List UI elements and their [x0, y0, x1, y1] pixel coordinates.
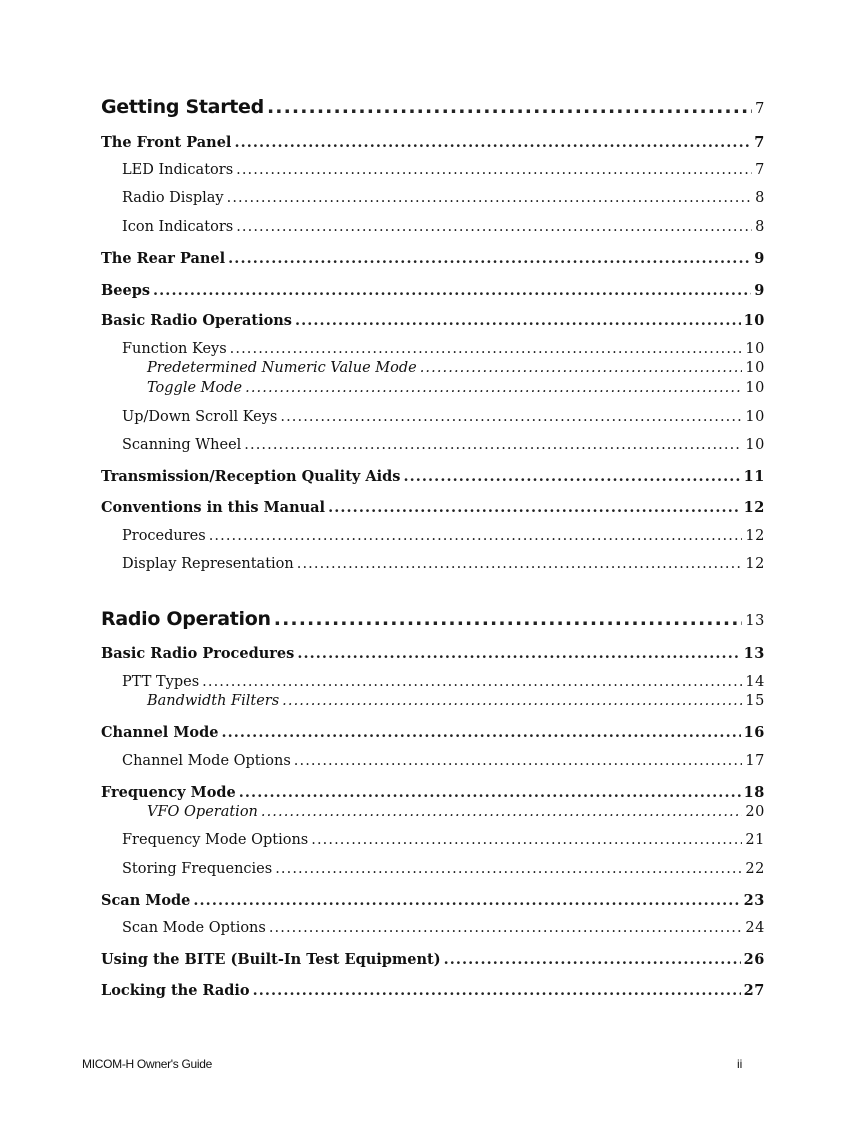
toc-entry-title: The Front Panel [101, 134, 232, 151]
leader-dots [253, 982, 741, 999]
footer-page-number: ii [737, 1057, 743, 1071]
toc-entry-title: Getting Started [101, 96, 264, 118]
leader-dots [193, 892, 740, 909]
toc-page-number: 8 [755, 219, 765, 235]
toc-entry-title: VFO Operation [147, 804, 258, 820]
toc-page-number: 26 [743, 951, 765, 968]
toc-page-number: 7 [755, 101, 765, 117]
toc-entry-title: Radio Operation [101, 608, 271, 630]
leader-dots [297, 556, 743, 572]
toc-page-number: 10 [745, 360, 765, 376]
toc-topic-toggle-mode[interactable] [147, 380, 765, 396]
toc-page-number: 10 [745, 409, 765, 425]
toc-page-number: 17 [745, 753, 765, 769]
toc-chapter-getting-started[interactable] [101, 96, 765, 118]
toc-page-number: 12 [743, 499, 765, 516]
toc-subsection-procedures[interactable] [122, 528, 765, 544]
toc-entry-title: Frequency Mode Options [122, 832, 309, 848]
leader-dots [403, 468, 740, 485]
leader-dots [295, 312, 741, 329]
toc-entry-title: Channel Mode [101, 724, 219, 741]
toc-page-number: 11 [743, 468, 765, 485]
toc-page-number: 21 [745, 832, 765, 848]
leader-dots [228, 250, 751, 267]
leader-dots [294, 753, 743, 769]
leader-dots [236, 219, 752, 235]
toc-subsection-channel-mode-options[interactable] [122, 753, 765, 769]
leader-dots [261, 804, 742, 820]
toc-page-number: 13 [743, 645, 765, 662]
toc-page-number: 20 [745, 804, 765, 820]
toc-entry-title: LED Indicators [122, 162, 234, 178]
toc-subsection-up-down-scroll-keys[interactable] [122, 409, 765, 425]
toc-page-number: 27 [743, 982, 765, 999]
leader-dots [234, 134, 751, 151]
toc-entry-title: Display Representation [122, 556, 294, 572]
toc-section-beeps[interactable] [101, 282, 765, 299]
toc-page-number: 9 [754, 250, 765, 267]
toc-entry-title: Predetermined Numeric Value Mode [147, 360, 417, 376]
toc-page-number: 10 [745, 437, 765, 453]
toc-entry-title: Bandwidth Filters [147, 693, 280, 709]
toc-subsection-icon-indicators[interactable] [122, 219, 765, 235]
toc-section-scan-mode[interactable] [101, 892, 765, 909]
toc-chapter-radio-operation[interactable] [101, 608, 765, 630]
toc-page-number: 9 [754, 282, 765, 299]
leader-dots [275, 861, 742, 877]
leader-dots [209, 528, 743, 544]
toc-entry-title: PTT Types [122, 674, 200, 690]
toc-entry-title: The Rear Panel [101, 250, 226, 267]
leader-dots [230, 341, 743, 357]
leader-dots [297, 645, 740, 662]
toc-topic-predetermined-numeric-value-mode[interactable] [147, 360, 765, 376]
leader-dots [328, 499, 741, 516]
toc-entry-title: Function Keys [122, 341, 227, 357]
leader-dots [236, 162, 752, 178]
toc-section-conventions[interactable] [101, 499, 765, 516]
leader-dots [245, 380, 742, 396]
leader-dots [282, 693, 742, 709]
toc-entry-title: Scan Mode [101, 892, 191, 909]
leader-dots [153, 282, 751, 299]
leader-dots [267, 96, 752, 118]
toc-entry-title: Using the BITE (Built-In Test Equipment) [101, 951, 441, 968]
toc-page-number: 12 [745, 528, 765, 544]
toc-subsection-frequency-mode-options[interactable] [122, 832, 765, 848]
footer-guide-title: MICOM-H Owner's Guide [82, 1057, 213, 1071]
toc-page-number: 13 [745, 613, 765, 629]
toc-subsection-function-keys[interactable] [122, 341, 765, 357]
toc-page-number: 23 [743, 892, 765, 909]
leader-dots [227, 190, 753, 206]
toc-page-number: 12 [745, 556, 765, 572]
toc-section-basic-radio-operations[interactable] [101, 312, 765, 329]
leader-dots [202, 674, 742, 690]
toc-subsection-led-indicators[interactable] [122, 162, 765, 178]
toc-page-number: 7 [754, 134, 765, 151]
toc-entry-title: Radio Display [122, 190, 224, 206]
leader-dots [311, 832, 742, 848]
toc-entry-title: Scanning Wheel [122, 437, 242, 453]
toc-section-quality-aids[interactable] [101, 468, 765, 485]
toc-subsection-scanning-wheel[interactable] [122, 437, 765, 453]
leader-dots [239, 784, 741, 801]
leader-dots [420, 360, 743, 376]
toc-subsection-radio-display[interactable] [122, 190, 765, 206]
toc-entry-title: Frequency Mode [101, 784, 236, 801]
toc-section-using-the-bite[interactable] [101, 951, 765, 968]
toc-subsection-storing-frequencies[interactable] [122, 861, 765, 877]
toc-topic-vfo-operation[interactable] [147, 804, 765, 820]
toc-page-number: 7 [755, 162, 765, 178]
toc-page-number: 24 [745, 920, 765, 936]
toc-page-number: 15 [745, 693, 765, 709]
toc-entry-title: Scan Mode Options [122, 920, 266, 936]
toc-entry-title: Transmission/Reception Quality Aids [101, 468, 401, 485]
leader-dots [444, 951, 741, 968]
toc-entry-title: Basic Radio Procedures [101, 645, 295, 662]
toc-page-number: 18 [743, 784, 765, 801]
toc-subsection-ptt-types[interactable] [122, 674, 765, 690]
toc-section-frequency-mode[interactable] [101, 784, 765, 801]
toc-section-channel-mode[interactable] [101, 724, 765, 741]
toc-page-number: 10 [745, 380, 765, 396]
toc-entry-title: Storing Frequencies [122, 861, 273, 877]
toc-page-number: 22 [745, 861, 765, 877]
toc-entry-title: Procedures [122, 528, 206, 544]
leader-dots [280, 409, 742, 425]
leader-dots [244, 437, 742, 453]
toc-page-number: 10 [745, 341, 765, 357]
leader-dots [221, 724, 740, 741]
toc-section-basic-radio-procedures[interactable] [101, 645, 765, 662]
toc-entry-title: Conventions in this Manual [101, 499, 326, 516]
toc-subsection-display-representation[interactable] [122, 556, 765, 572]
toc-section-locking-the-radio[interactable] [101, 982, 765, 999]
toc-page-number: 16 [743, 724, 765, 741]
toc-topic-bandwidth-filters[interactable] [147, 693, 765, 709]
toc-entry-title: Channel Mode Options [122, 753, 291, 769]
toc-page-number: 14 [745, 674, 765, 690]
toc-entry-title: Basic Radio Operations [101, 312, 292, 329]
toc-section-rear-panel[interactable] [101, 250, 765, 267]
toc-page-number: 8 [755, 190, 765, 206]
toc-subsection-scan-mode-options[interactable] [122, 920, 765, 936]
toc-entry-title: Up/Down Scroll Keys [122, 409, 278, 425]
toc-section-front-panel[interactable] [101, 134, 765, 151]
toc-entry-title: Beeps [101, 282, 151, 299]
toc-entry-title: Locking the Radio [101, 982, 250, 999]
toc-entry-title: Icon Indicators [122, 219, 234, 235]
toc-entry-title: Toggle Mode [147, 380, 243, 396]
toc-page-number: 10 [743, 312, 765, 329]
leader-dots [269, 920, 743, 936]
leader-dots [274, 608, 743, 630]
